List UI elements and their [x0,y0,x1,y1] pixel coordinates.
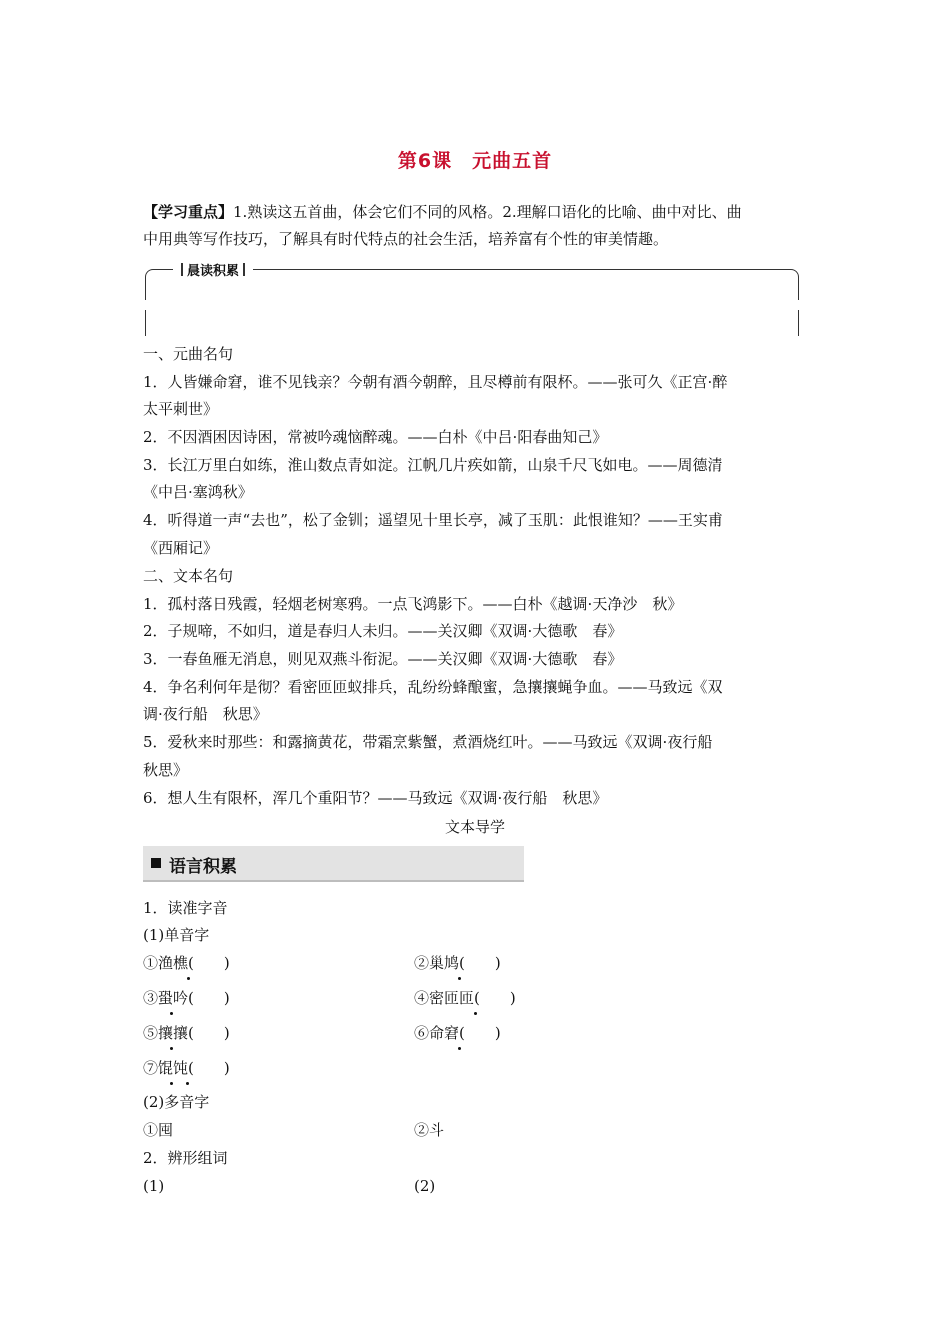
item-left: ③蛩吟( ) [143,989,230,1007]
page-title: 第6课 元曲五首 [397,150,553,172]
s1-line: 太平刺世》 [143,400,219,418]
s2-line: 2．子规啼，不如归，道是春归人未归。——关汉卿《双调·大德歌 春》 [143,622,623,640]
s2-line: 5．爱秋来时那些：和露摘黄花，带霜烹紫蟹，煮酒烧红叶。——马致远《双调·夜行船 [143,733,713,751]
section-1-heading: 一、元曲名句 [143,345,234,363]
s2-line: 4．争名利何年是彻？看密匝匝蚁排兵，乱纷纷蜂酿蜜，急攘攘蝇争血。——马致远《双 [143,678,723,696]
item-right: ④密匝匝( ) [414,989,516,1007]
s1-line: 2．不因酒困因诗困，常被吟魂恼醉魂。——白朴《中吕·阳春曲知己》 [143,428,608,446]
question-1a: (1)单音字 [143,926,210,944]
focus-line-1 [143,202,808,222]
item-left: ⑦馄饨( ) [143,1059,230,1077]
box-label-text: 晨读积累 [187,264,240,279]
banner-title: 语言积累 [169,857,237,877]
question-1b: (2)多音字 [143,1093,210,1111]
focus-label: 【学习重点】 [143,203,234,221]
language-banner [143,846,524,882]
square-bullet-icon [151,858,161,868]
section-2-heading: 二、文本名句 [143,567,234,585]
multi-right: ②斗 [414,1121,445,1139]
question-2: 2．辨形组词 [143,1149,228,1167]
s2-line: 3．一春鱼雁无消息，则见双燕斗衔泥。——关汉卿《双调·大德歌 春》 [143,650,623,668]
s1-line: 1．人皆嫌命窘，谁不见钱亲？今朝有酒今朝醉，且尽樽前有限杯。——张可久《正宫·醉 [143,373,728,391]
question-1: 1．读准字音 [143,899,228,917]
s1-line: 《中吕·塞鸿秋》 [143,483,253,501]
q2-left: (1) [143,1177,165,1195]
multi-left: ①囤 [143,1121,174,1139]
s1-line: 3．长江万里白如练，淮山数点青如淀。江帆几片疾如箭，山泉千尺飞如电。——周德清 [143,456,723,474]
item-right: ②巢鸠( ) [414,954,501,972]
s2-line: 调·夜行船 秋思》 [143,705,268,723]
item-right: ⑥命窘( ) [414,1024,501,1042]
item-left: ⑤攘攘( ) [143,1024,230,1042]
morning-reading-box [145,262,799,336]
s2-line: 6．想人生有限杯，浑几个重阳节？——马致远《双调·夜行船 秋思》 [143,789,608,807]
s2-line: 秋思》 [143,761,189,779]
s1-line: 《西厢记》 [143,539,219,557]
s1-line: 4．听得道一声“去也”，松了金钏；遥望见十里长亭，减了玉肌：此恨谁知？——王实甫 [143,511,723,529]
q2-right: (2) [414,1177,436,1195]
box-label [173,260,253,279]
focus-text-1: 1.熟读这五首曲，体会它们不同的风格。2.理解口语化的比喻、曲中对比、曲 [233,203,742,221]
item-left: ①渔樵( ) [143,954,230,972]
focus-line-2: 中用典等写作技巧，了解具有时代特点的社会生活，培养富有个性的审美情趣。 [143,230,669,248]
guide-title: 文本导学 [444,818,505,836]
s2-line: 1．孤村落日残霞，轻烟老树寒鸦。一点飞鸿影下。——白朴《越调·天净沙 秋》 [143,595,683,613]
